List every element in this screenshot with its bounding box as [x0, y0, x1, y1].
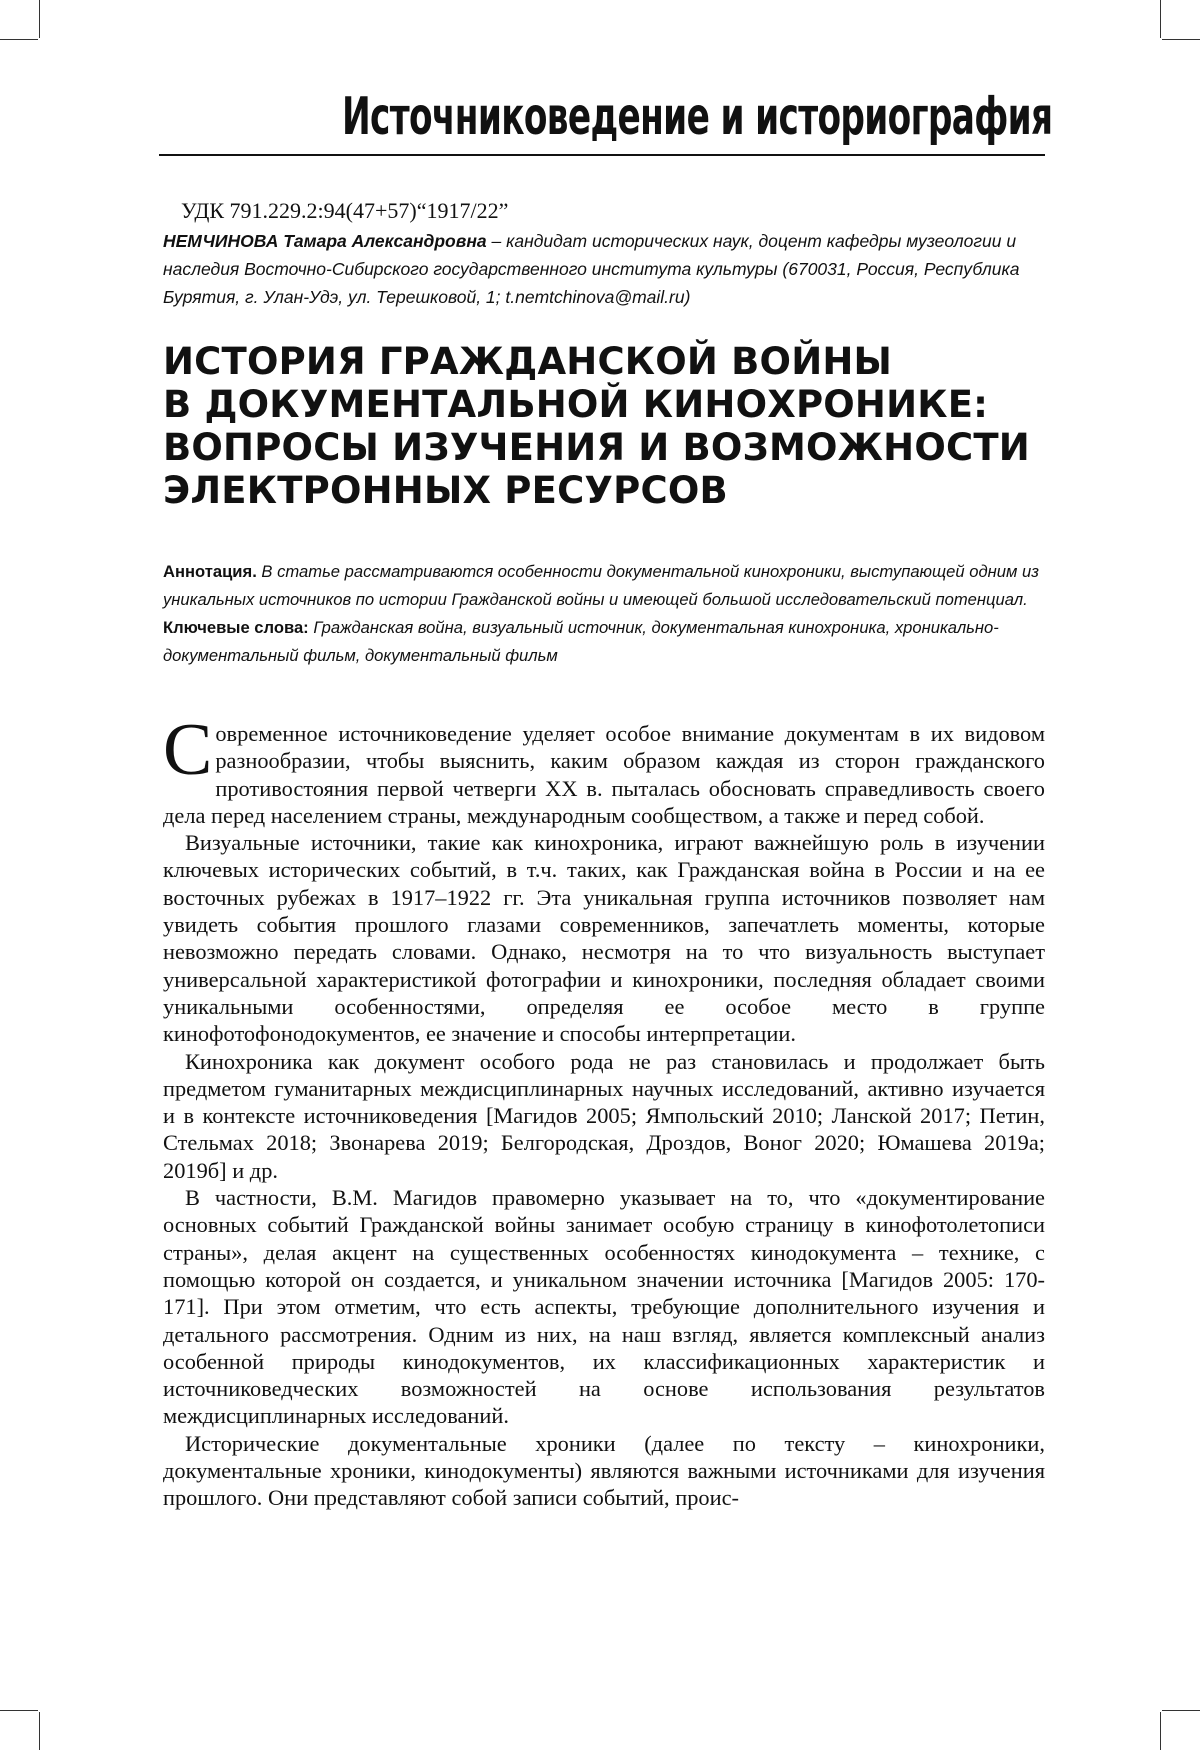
abstract-label: Аннотация. [163, 562, 257, 581]
section-header-text: Источниковедение и историография [342, 86, 1052, 148]
body-paragraph [163, 720, 1045, 829]
author-name: НЕМЧИНОВА Тамара Александровна [163, 231, 487, 251]
crop-mark-bottom-right-v [1160, 1712, 1161, 1750]
crop-mark-top-left-v [39, 0, 40, 38]
crop-mark-bottom-left-v [39, 1712, 40, 1750]
keywords-text: Гражданская война, визуальный источник, документальная кинохроника, хроникально-документальный фильм, документальный фильм [163, 618, 999, 665]
drop-cap: С [163, 722, 212, 778]
title-line: В ДОКУМЕНТАЛЬНОЙ КИНОХРОНИКЕ: [163, 383, 1063, 426]
body-paragraph: В частности, В.М. Магидов правомерно указывает на то, что «документирование основных событий Гражданской войны занимает особую страницу в кинофотолетописи страны», делая акцент на существенных особенностях кинодокумента – технике, с помощью которой он создается, и уникальном значении источника [Магидов 2005: 170-171]. При этом отметим, что есть аспекты, требующие дополнительного изучения и детального рассмотрения. Одним из них, на наш взгляд, является комплексный анализ особенной природы кинодокументов, их классификационных характеристик и источниковедческих возможностей на основе использования результатов междисциплинарных исследований. [163, 1184, 1045, 1430]
body-paragraph-text: овременное источниковедение уделяет особое внимание документам в их видовом разнообразии, чтобы выяснить, каким образом каждая из сторон гражданского противостояния первой четверги XX в. пыталась обосновать справедливость своего дела перед населением страны, международным сообществом, а также и перед собой. [163, 721, 1045, 828]
crop-mark-top-right-v [1160, 0, 1161, 38]
crop-mark-top-right-h [1162, 39, 1200, 40]
author-info [163, 227, 1049, 311]
keywords-label: Ключевые слова: [163, 618, 309, 637]
udk-code: УДК 791.229.2:94(47+57)“1917/22” [181, 198, 508, 224]
crop-mark-bottom-right-h [1162, 1710, 1200, 1711]
body-paragraph: Исторические документальные хроники (далее по тексту – кинохроники, документальные хроники, кинодокументы) являются важными источниками для изучения прошлого. Они представляют собой записи событий, проис- [163, 1430, 1045, 1512]
title-line: ИСТОРИЯ ГРАЖДАНСКОЙ ВОЙНЫ [163, 340, 1063, 383]
abstract [163, 558, 1049, 614]
title-line: ЭЛЕКТРОННЫХ РЕСУРСОВ [163, 469, 1063, 512]
abstract-block [163, 558, 1049, 670]
crop-mark-bottom-left-h [0, 1710, 38, 1711]
title-line: ВОПРОСЫ ИЗУЧЕНИЯ И ВОЗМОЖНОСТИ [163, 426, 1063, 469]
crop-mark-top-left-h [0, 39, 38, 40]
section-header [159, 86, 1045, 156]
article-body [163, 720, 1045, 1512]
article-title [163, 340, 1063, 512]
author-details: – кандидат исторических наук, доцент кафедры музеологии и наследия Восточно-Сибирского государственного института культуры (670031, Россия, Республика Бурятия, г. Улан-Удэ, ул. Терешковой, 1; t.nemtchinova@mail.ru) [163, 231, 1019, 307]
keywords [163, 614, 1049, 670]
body-paragraph: Визуальные источники, такие как кинохроника, играют важнейшую роль в изучении ключевых исторических событий, в т.ч. таких, как Гражданская война в России и на ее восточных рубежах в 1917–1922 гг. Эта уникальная группа источников позволяет нам увидеть события прошлого глазами современников, запечатлеть моменты, которые невозможно передать словами. Однако, несмотря на то что визуальность выступает универсальной характеристикой фотографии и кинохроники, последняя обладает своими уникальными особенностями, определяя ее особое место в группе кинофотофонодокументов, ее значение и способы интерпретации. [163, 829, 1045, 1047]
abstract-text: В статье рассматриваются особенности документальной кинохроники, выступающей одним из уникальных источников по истории Гражданской войны и имеющей большой исследовательский потенциал. [163, 562, 1039, 609]
body-paragraph: Кинохроника как документ особого рода не раз становилась и продолжает быть предметом гуманитарных междисциплинарных научных исследований, активно изучается и в контексте источниковедения [Магидов 2005; Ямпольский 2010; Ланской 2017; Петин, Стельмах 2018; Звонарева 2019; Белгородская, Дроздов, Воног 2020; Юмашева 2019а; 2019б] и др. [163, 1048, 1045, 1184]
